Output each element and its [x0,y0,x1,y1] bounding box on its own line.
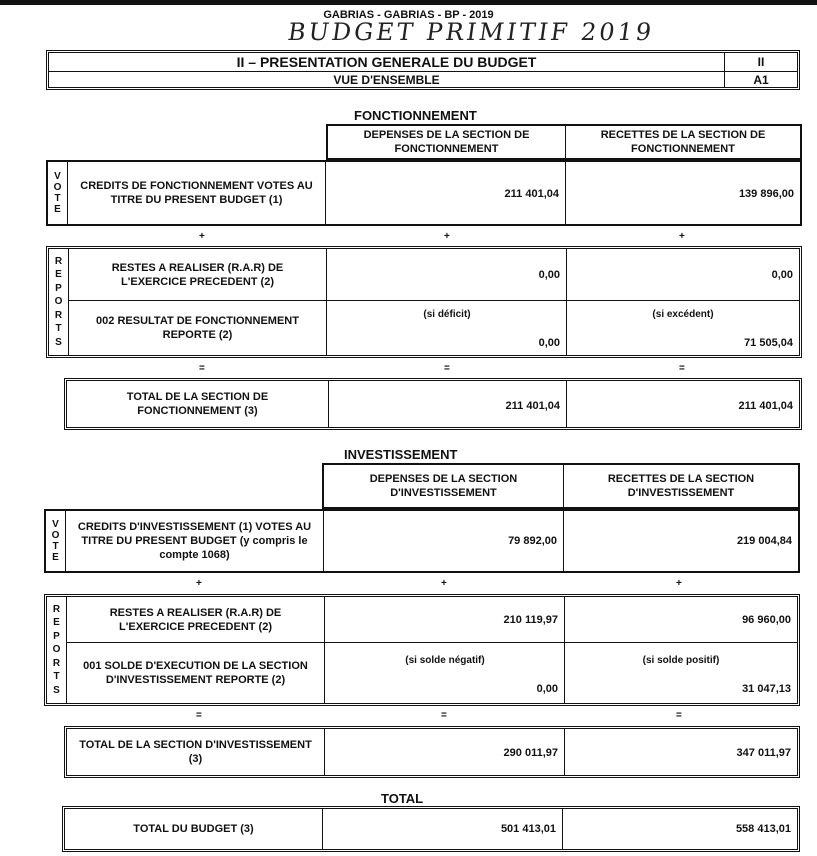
vote-side-label: V O T E [48,162,68,224]
invest-vote-row [44,509,800,573]
invest-column-headers [322,463,800,509]
invest-col-depenses: DEPENSES DE LA SECTION D'INVESTISSEMENT [324,465,564,507]
section-title-fonctionnement: FONCTIONNEMENT [354,108,477,123]
invest-rar-rec-cell [565,597,797,643]
fonct-col-recettes: RECETTES DE LA SECTION DE FONCTIONNEMENT [600,129,766,155]
budget-total-dep: 501 413,01 [500,823,556,835]
fonct-rar-rec-cell [567,249,799,301]
invest-rar-rec: 96 960,00 [742,614,791,626]
fonct-rar-dep-cell [327,249,567,301]
plus-sign: + [676,578,682,589]
fonct-reports-block [46,246,802,358]
plus-sign: + [196,578,202,589]
fonct-vote-dep: 211 401,04 [504,188,559,200]
title-table [46,50,800,90]
fonct-total-row [64,378,802,430]
budget-total-rec: 558 413,01 [735,823,791,835]
invest-solde-rec-cell [565,643,797,703]
handwritten-annotation: BUDGET PRIMITIF 2019 [286,18,657,46]
solde-positif-note: (si solde positif) [642,655,720,666]
budget-total-label: TOTAL DU BUDGET (3) [65,809,323,849]
fonct-total-rec-cell [567,381,799,427]
invest-total-dep-cell [325,729,565,775]
fonct-vote-label: CREDITS DE FONCTIONNEMENT VOTES AU TITRE DU PRESENT BUDGET (1) [68,162,326,224]
fonct-rar-label: RESTES A REALISER (R.A.R) DE L'EXERCICE PRECEDENT (2) [69,249,327,301]
fonct-total-label: TOTAL DE LA SECTION DE FONCTIONNEMENT (3) [67,381,329,427]
invest-total-row [64,726,800,778]
equals-sign: = [441,710,447,721]
excedent-note: (si excédent) [652,309,714,320]
section-title-total: TOTAL [381,791,424,806]
page-subtitle: VUE D'ENSEMBLE [49,72,725,87]
invest-total-label: TOTAL DE LA SECTION D'INVESTISSEMENT (3) [67,729,325,775]
invest-col-recettes: RECETTES DE LA SECTION D'INVESTISSEMENT [607,473,755,499]
invest-solde-dep: 0,00 [536,683,558,695]
invest-solde-rec: 31 047,13 [742,683,791,695]
fonct-vote-dep-cell [326,162,566,224]
plus-sign: + [199,231,205,242]
invest-total-dep: 290 011,97 [503,747,558,759]
invest-rar-label: RESTES A REALISER (R.A.R) DE L'EXERCICE PRECEDENT (2) [67,597,325,643]
fonct-col-depenses: DEPENSES DE LA SECTION DE FONCTIONNEMENT [328,126,566,158]
equals-sign: = [199,363,205,374]
invest-solde-label: 001 SOLDE D'EXECUTION DE LA SECTION D'INVESTISSEMENT REPORTE (2) [67,643,325,703]
fonct-total-dep-cell [329,381,567,427]
deficit-note: (si déficit) [423,309,471,320]
invest-rar-dep: 210 119,97 [503,614,558,626]
document-reference: GABRIAS - GABRIAS - BP - 2019 [323,9,494,21]
fonct-column-headers [326,124,802,160]
fonct-total-dep: 211 401,04 [505,400,560,412]
plus-sign: + [444,231,450,242]
equals-sign: = [676,710,682,721]
fonct-resultat-rec: 71 505,04 [744,337,793,349]
fonct-vote-rec-cell [566,162,800,224]
fonct-resultat-dep-cell [327,301,567,355]
equals-sign: = [196,710,202,721]
invest-solde-dep-cell [325,643,565,703]
plus-sign: + [679,231,685,242]
fonct-resultat-dep: 0,00 [538,337,560,349]
budget-total-dep-cell [323,809,563,849]
invest-reports-block [44,594,800,706]
solde-negatif-note: (si solde négatif) [405,655,485,666]
fonct-rar-rec: 0,00 [771,269,793,281]
top-border [0,0,817,5]
invest-rar-dep-cell [325,597,565,643]
reports-side-label: R E P O R T S [47,597,67,703]
invest-vote-label: CREDITS D'INVESTISSEMENT (1) VOTES AU TITRE DU PRESENT BUDGET (y compris le compte 1068) [66,511,324,571]
fonct-rar-dep: 0,00 [538,269,560,281]
invest-vote-dep-cell [324,511,564,571]
vote-side-label: V O T E [46,511,66,571]
budget-total-row [62,806,800,852]
invest-total-rec: 347 011,97 [736,747,791,759]
fonct-vote-row [46,160,802,226]
invest-vote-rec-cell [564,511,798,571]
plus-sign: + [441,578,447,589]
page-code: II [725,53,797,72]
page-title: II – PRESENTATION GENERALE DU BUDGET [49,53,725,72]
invest-total-rec-cell [565,729,797,775]
fonct-total-rec: 211 401,04 [738,400,793,412]
section-title-investissement: INVESTISSEMENT [344,447,458,462]
subtitle-code: A1 [753,72,769,87]
invest-vote-dep: 79 892,00 [508,535,557,547]
reports-side-label: R E P O R T S [49,249,69,355]
fonct-resultat-label: 002 RESULTAT DE FONCTIONNEMENT REPORTE (2) [69,301,327,355]
equals-sign: = [444,363,450,374]
equals-sign: = [679,363,685,374]
fonct-resultat-rec-cell [567,301,799,355]
budget-total-rec-cell [563,809,797,849]
fonct-vote-rec: 139 896,00 [738,188,794,200]
invest-vote-rec: 219 004,84 [736,535,792,547]
